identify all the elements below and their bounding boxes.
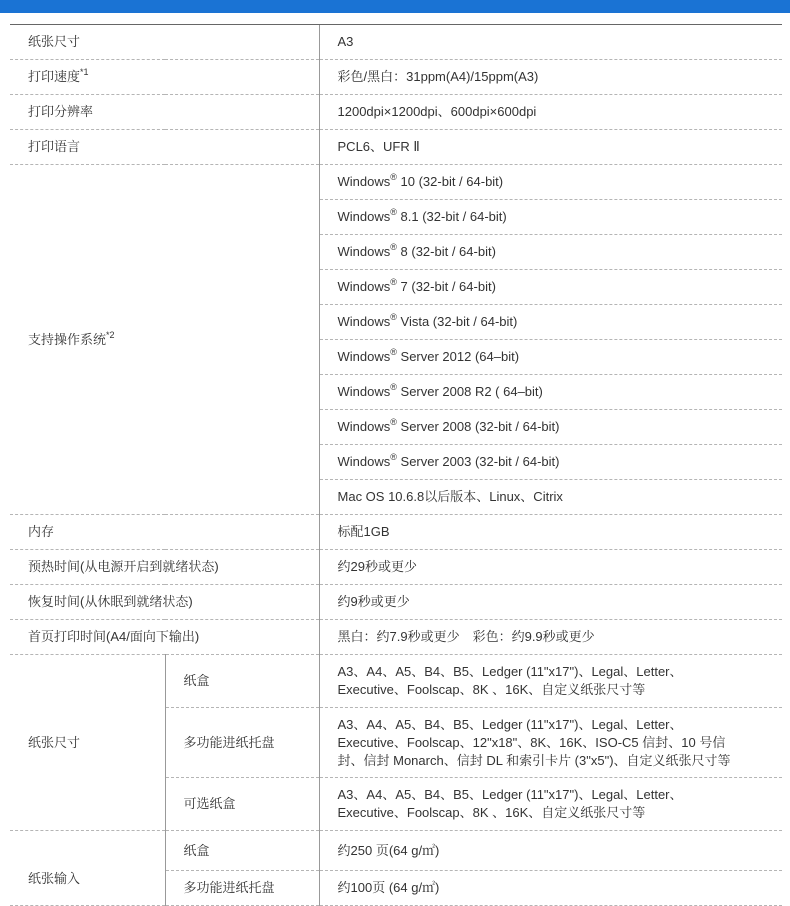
label-text: 支持操作系统 xyxy=(28,331,107,347)
row-value: 彩色/黑白：31ppm(A4)/15ppm(A3) xyxy=(319,60,782,95)
os-item xyxy=(319,235,782,270)
os-name: Windows xyxy=(337,209,391,224)
table-row xyxy=(10,25,782,60)
row-value: PCL6、UFR Ⅱ xyxy=(319,130,782,165)
row-label: 打印语言 xyxy=(10,130,319,165)
sub-label: 可选纸盒 xyxy=(165,778,319,831)
os-item xyxy=(319,445,782,480)
value-line: Executive、Foolscap、8K 、16K、自定义纸张尺寸等 xyxy=(337,805,646,820)
os-item xyxy=(319,270,782,305)
os-name: Windows xyxy=(337,419,391,434)
os-name: Windows xyxy=(337,384,391,399)
registered-mark: ® xyxy=(390,277,397,287)
os-version: Server 2008 R2 ( 64–bit) xyxy=(396,384,543,399)
sub-label: 多功能进纸托盘 xyxy=(165,708,319,778)
row-label: 预热时间(从电源开启到就绪状态) xyxy=(10,550,319,585)
os-item-mac: Mac OS 10.6.8以后版本、Linux、Citrix xyxy=(319,480,782,515)
registered-mark: ® xyxy=(390,242,397,252)
registered-mark: ® xyxy=(390,312,397,322)
row-value: 1200dpi×1200dpi、600dpi×600dpi xyxy=(319,95,782,130)
spec-table xyxy=(10,25,782,906)
row-value xyxy=(319,655,782,708)
os-version: Server 2003 (32-bit / 64-bit) xyxy=(396,454,560,469)
value-line: Executive、Foolscap、12"x18"、8K、16K、ISO-C5 信封、10 号信 xyxy=(337,734,726,750)
os-version: 7 (32-bit / 64-bit) xyxy=(396,279,496,294)
sub-label: 多功能进纸托盘 xyxy=(165,871,319,906)
sub-label: 纸盒 xyxy=(165,655,319,708)
os-name: Windows xyxy=(337,314,391,329)
table-row xyxy=(10,515,782,550)
os-item xyxy=(319,165,782,200)
registered-mark: ® xyxy=(390,207,397,217)
row-label: 纸张输入 xyxy=(10,831,165,906)
row-value: 黑白：约7.9秒或更少 彩色：约9.9秒或更少 xyxy=(319,620,782,655)
row-value: 标配1GB xyxy=(319,515,782,550)
os-item xyxy=(319,305,782,340)
table-row xyxy=(10,585,782,620)
value-line: A3、A4、A5、B4、B5、Ledger (11"x17")、Legal、Letter、 xyxy=(337,787,683,802)
registered-mark: ® xyxy=(390,417,397,427)
registered-mark: ® xyxy=(390,452,397,462)
row-label: 首页打印时间(A4/面向下输出) xyxy=(10,620,319,655)
row-label xyxy=(10,165,319,515)
row-value: A3 xyxy=(319,25,782,60)
footnote-mark: *2 xyxy=(106,329,115,340)
value-line: A3、A4、A5、B4、B5、Ledger (11"x17")、Legal、Letter、 xyxy=(337,716,683,732)
os-item xyxy=(319,375,782,410)
row-label xyxy=(10,60,319,95)
row-value xyxy=(319,708,782,778)
os-item xyxy=(319,200,782,235)
os-name: Windows xyxy=(337,349,391,364)
row-label: 纸张尺寸 xyxy=(10,25,319,60)
os-version: Server 2008 (32-bit / 64-bit) xyxy=(396,419,560,434)
table-row xyxy=(10,550,782,585)
row-value: 约9秒或更少 xyxy=(319,585,782,620)
registered-mark: ® xyxy=(390,382,397,392)
row-value: 约29秒或更少 xyxy=(319,550,782,585)
os-version: 8 (32-bit / 64-bit) xyxy=(396,244,496,259)
row-value: 约250 页(64 g/㎡) xyxy=(319,831,782,871)
row-value: 约100页 (64 g/㎡) xyxy=(319,871,782,906)
row-label: 内存 xyxy=(10,515,319,550)
value-line: 封、信封 Monarch、信封 DL 和索引卡片 (3"x5")、自定义纸张尺寸等 xyxy=(337,752,731,768)
registered-mark: ® xyxy=(390,347,397,357)
table-row xyxy=(10,655,782,708)
top-accent-bar xyxy=(0,0,790,13)
label-text: 打印速度 xyxy=(28,69,81,84)
os-name: Windows xyxy=(337,279,391,294)
row-label: 纸张尺寸 xyxy=(10,655,165,831)
os-version: 8.1 (32-bit / 64-bit) xyxy=(396,209,507,224)
footnote-mark: *1 xyxy=(80,67,89,77)
row-label: 打印分辨率 xyxy=(10,95,319,130)
table-row xyxy=(10,831,782,871)
row-value xyxy=(319,778,782,831)
sub-label: 纸盒 xyxy=(165,831,319,871)
os-name: Windows xyxy=(337,454,391,469)
registered-mark: ® xyxy=(390,172,397,182)
os-name: Windows xyxy=(337,174,391,189)
os-version: 10 (32-bit / 64-bit) xyxy=(396,174,504,189)
os-version: Vista (32-bit / 64-bit) xyxy=(396,314,518,329)
os-version: Server 2012 (64–bit) xyxy=(396,349,520,364)
os-item xyxy=(319,410,782,445)
table-row xyxy=(10,130,782,165)
value-line: Executive、Foolscap、8K 、16K、自定义纸张尺寸等 xyxy=(337,682,646,697)
table-row xyxy=(10,165,782,200)
table-row xyxy=(10,95,782,130)
table-row xyxy=(10,620,782,655)
row-label: 恢复时间(从休眠到就绪状态) xyxy=(10,585,319,620)
value-line: A3、A4、A5、B4、B5、Ledger (11"x17")、Legal、Letter、 xyxy=(337,664,683,679)
table-row xyxy=(10,60,782,95)
os-name: Windows xyxy=(337,244,391,259)
os-item xyxy=(319,340,782,375)
